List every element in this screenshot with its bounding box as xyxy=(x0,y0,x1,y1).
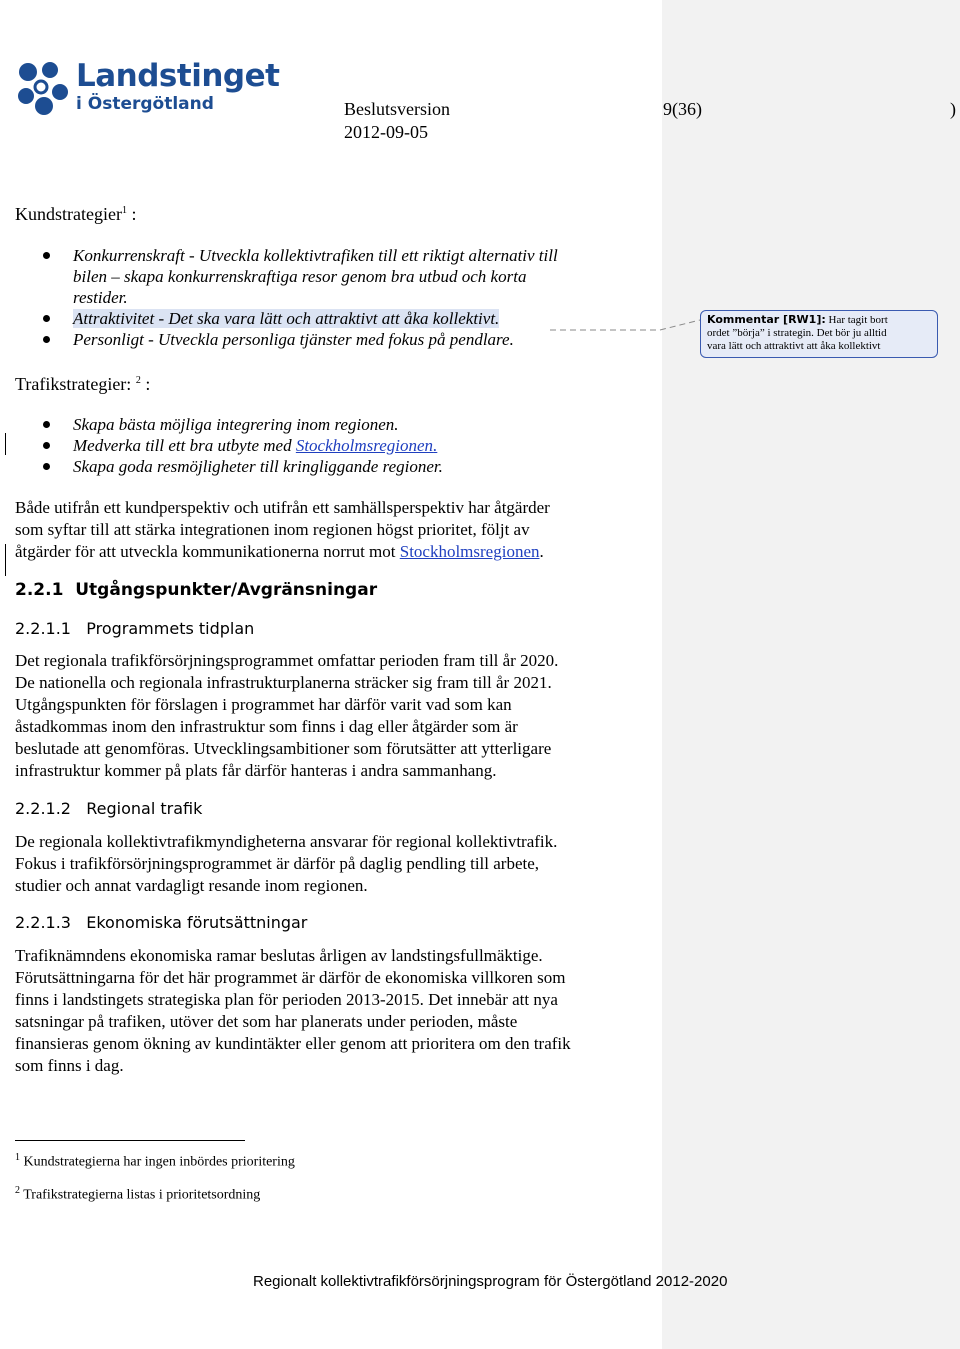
bullet-icon xyxy=(43,336,50,343)
trafikstrategier-title: Trafikstrategier: xyxy=(15,374,132,394)
kundstrategier-title: Kundstrategier xyxy=(15,204,122,224)
list-item xyxy=(40,456,640,477)
bullet-icon xyxy=(43,252,50,259)
paragraph-line: finns i landstingets strategiska plan för perioden 2013-2015. Det innebär att nya xyxy=(15,990,558,1009)
document-date: 2012-09-05 xyxy=(344,122,428,142)
paragraph-line: Utgångspunkten för förslagen i programmet har därför varit vad som kan xyxy=(15,695,512,714)
section-title: Regional trafik xyxy=(86,799,203,818)
paragraph-line: som syftar till att stärka integrationen inom regionen högst prioritet, följt av xyxy=(15,520,530,539)
bullet-icon xyxy=(43,442,50,449)
paragraph-line: beslutade att genomföras. Utvecklingsambitioner som förutsätter att ytterligare xyxy=(15,739,552,758)
section-title: Ekonomiska förutsättningar xyxy=(86,913,308,932)
logo-name: Landstinget xyxy=(76,58,280,94)
footnote-2 xyxy=(15,1185,260,1204)
paragraph-line: Både utifrån ett kundperspektiv och utifrån ett samhällsperspektiv har åtgärder xyxy=(15,498,550,517)
list-item-text: bilen – skapa konkurrenskraftiga resor genom bra utbud och korta xyxy=(73,267,527,286)
bullet-icon xyxy=(43,421,50,428)
footnote-text: Kundstrategierna har ingen inbördes prioritering xyxy=(23,1154,295,1170)
footnote-text: Trafikstrategierna listas i prioritetsordning xyxy=(23,1187,261,1203)
intro-paragraph xyxy=(15,497,655,563)
list-item xyxy=(40,414,640,435)
paragraph-line: De regionala kollektivtrafikmyndigheterna ansvarar för regional kollektivtrafik. xyxy=(15,832,558,851)
bullet-icon xyxy=(43,463,50,470)
comment-text: Har tagit bort xyxy=(828,314,888,326)
link-period: . xyxy=(433,436,438,455)
paragraph-line: De nationella och regionala infrastrukturplanerna sträcker sig fram till år 2021. xyxy=(15,673,552,692)
section-number: 2.2.1 xyxy=(15,580,64,600)
commented-text[interactable]: Attraktivitet - Det ska vara lätt och attraktivt att åka kollektivt. xyxy=(73,309,500,328)
paragraph-line: studier och annat vardagligt resande inom regionen. xyxy=(15,876,368,895)
footnote-1 xyxy=(15,1152,295,1171)
paragraph-text: åtgärder för att utveckla kommunikationerna norrut mot xyxy=(15,542,400,561)
section-number: 2.2.1.2 xyxy=(15,799,71,818)
paragraph-line: infrastruktur kommer på plats får därför hanteras i andra sammanhang. xyxy=(15,761,497,780)
section-heading-2-2-1-3 xyxy=(15,913,307,932)
list-item-text: Medverka till ett bra utbyte med xyxy=(73,436,296,455)
list-item-text: restider. xyxy=(73,288,128,307)
comment-margin-pane xyxy=(662,0,960,1349)
tidplan-paragraph xyxy=(15,650,655,782)
section-heading-2-2-1-2 xyxy=(15,799,202,818)
paragraph-line: Förutsättningarna för det här programmet är därför de ekonomiska villkoren som xyxy=(15,968,566,987)
document-version: Beslutsversion xyxy=(344,99,450,119)
footnote-separator xyxy=(15,1140,245,1141)
list-item-text: Personligt - Utveckla personliga tjänster med fokus på pendlare. xyxy=(73,330,514,349)
kundstrategier-heading xyxy=(15,204,136,225)
paragraph-line: satsningar på trafiken, utöver det som har planerats under perioden, måste xyxy=(15,1012,518,1031)
page-number: 9(36) xyxy=(663,99,702,119)
section-number: 2.2.1.3 xyxy=(15,913,71,932)
comment-balloon[interactable] xyxy=(700,310,938,358)
trafikstrategier-list xyxy=(40,414,640,477)
landstinget-logo xyxy=(14,56,280,126)
trafikstrategier-heading xyxy=(15,374,150,395)
list-item xyxy=(40,245,640,308)
footnote-number: 2 xyxy=(15,1185,20,1196)
trafikstrategier-colon: : xyxy=(145,374,151,394)
paragraph-line: åstadkommas inom den infrastruktur som finns i dag eller åtgärder som är xyxy=(15,717,518,736)
ekonomi-paragraph xyxy=(15,945,655,1077)
paragraph-line: Trafiknämndens ekonomiska ramar beslutas årligen av landstingsfullmäktige. xyxy=(15,946,543,965)
change-bar xyxy=(5,433,6,455)
comment-connector xyxy=(550,318,702,334)
regional-trafik-paragraph xyxy=(15,831,655,897)
paragraph-line: Det regionala trafikförsörjningsprogrammet omfattar perioden fram till år 2020. xyxy=(15,651,559,670)
comment-text: vara lätt och attraktivt att åka kollektivt xyxy=(707,340,881,352)
page-footer: Regionalt kollektivtrafikförsörjningsprogram för Östergötland 2012-2020 xyxy=(253,1273,728,1290)
comment-text: ordet ”börja” i strategin. Det bör ju alltid xyxy=(707,327,887,339)
header-paren: ) xyxy=(950,99,956,119)
logo-region: i Östergötland xyxy=(76,94,214,114)
stockholmsregionen-link[interactable]: Stockholmsregionen xyxy=(399,542,540,561)
section-number: 2.2.1.1 xyxy=(15,619,71,638)
comment-author: Kommentar [RW1]: xyxy=(707,313,826,326)
section-heading-2-2-1-1 xyxy=(15,619,254,638)
footnote-number: 1 xyxy=(15,1152,20,1163)
list-item-text: Skapa bästa möjliga integrering inom regionen. xyxy=(73,415,399,434)
list-item xyxy=(40,435,640,456)
paragraph-line: Fokus i trafikförsörjningsprogrammet är därför på daglig pendling till arbete, xyxy=(15,854,540,873)
paragraph-line xyxy=(15,541,655,563)
kundstrategier-list xyxy=(40,245,640,350)
logo-emblem-icon xyxy=(14,58,70,120)
stockholmsregionen-link[interactable]: Stockholmsregionen xyxy=(295,436,434,455)
bullet-icon xyxy=(43,315,50,322)
kundstrategier-colon: : xyxy=(131,204,137,224)
change-bar xyxy=(5,544,6,576)
paragraph-period: . xyxy=(539,542,544,561)
section-title: Programmets tidplan xyxy=(86,619,255,638)
paragraph-line: finansieras genom ökning av kundintäkter eller genom att prioritera om den trafik xyxy=(15,1034,571,1053)
paragraph-line: som finns i dag. xyxy=(15,1056,124,1075)
footnote-ref-1: 1 xyxy=(121,205,127,216)
section-title: Utgångspunkter/Avgränsningar xyxy=(75,580,378,600)
list-item-text: Skapa goda resmöjligheter till kringliggande regioner. xyxy=(73,457,443,476)
section-heading-2-2-1 xyxy=(15,580,377,600)
footnote-ref-2: 2 xyxy=(135,375,141,386)
list-item-text: Konkurrenskraft - Utveckla kollektivtrafiken till ett riktigt alternativ till xyxy=(73,246,558,265)
